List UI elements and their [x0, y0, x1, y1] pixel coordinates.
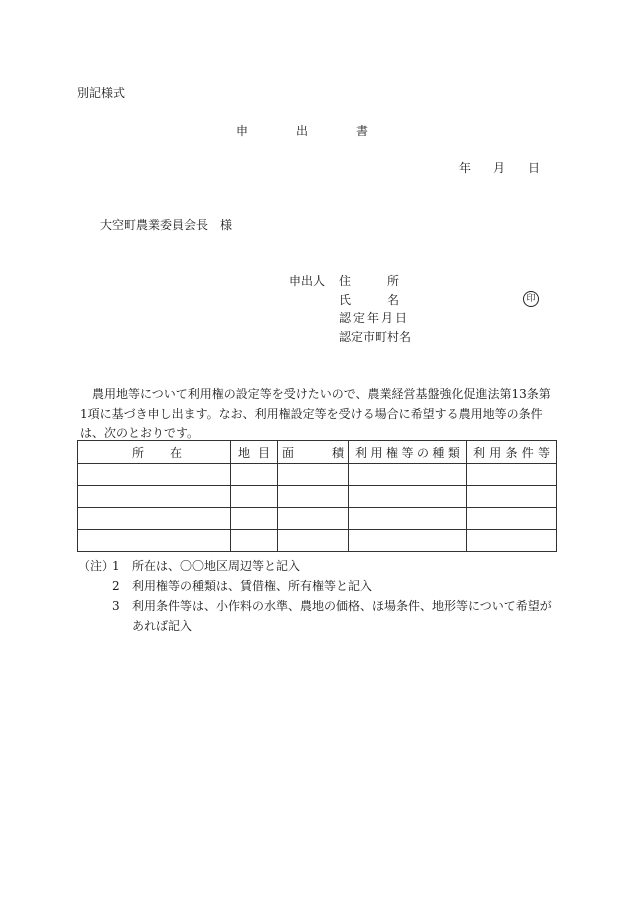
- note-item: [78, 556, 554, 576]
- header-location-char-1: 所: [132, 445, 145, 460]
- notes-section: [78, 556, 554, 636]
- header-right-char-6: 種: [432, 445, 445, 460]
- header-cond-char-4: 件: [521, 445, 534, 460]
- header-right-char-1: 利: [355, 445, 368, 460]
- header-right-type: [349, 441, 467, 464]
- cell-conditions[interactable]: [467, 486, 557, 508]
- header-area: [278, 441, 349, 464]
- applicant-heading: 申出人: [289, 274, 326, 288]
- cell-land-category[interactable]: [231, 464, 278, 486]
- date-year-label: 年: [459, 161, 472, 175]
- header-cond-char-2: 用: [489, 445, 502, 460]
- cell-conditions[interactable]: [467, 530, 557, 552]
- addressee: 大空町農業委員会長 様: [100, 218, 233, 232]
- cell-location[interactable]: [78, 530, 231, 552]
- address-label: 住 所: [339, 274, 400, 288]
- cell-right-type[interactable]: [349, 530, 467, 552]
- header-cond-char-1: 利: [473, 445, 486, 460]
- table-row: [78, 486, 557, 508]
- header-location: [78, 441, 231, 464]
- cell-area[interactable]: [278, 530, 349, 552]
- header-right-char-4: 等: [401, 445, 414, 460]
- certification-city-label: 認定市町村名: [339, 330, 412, 344]
- cell-conditions[interactable]: [467, 508, 557, 530]
- cell-conditions[interactable]: [467, 464, 557, 486]
- seal-mark: 印: [523, 291, 539, 307]
- cell-location[interactable]: [78, 486, 231, 508]
- note-number: 2: [112, 579, 120, 593]
- note-item: [78, 576, 554, 596]
- note-number: 3: [112, 599, 120, 613]
- header-area-char-1: 面: [282, 445, 295, 460]
- note-text: 所在は、〇〇地区周辺等と記入: [132, 559, 301, 573]
- cell-right-type[interactable]: [349, 486, 467, 508]
- table-row: [78, 530, 557, 552]
- cell-land-category[interactable]: [231, 486, 278, 508]
- header-cond-char-5: 等: [537, 445, 550, 460]
- cell-area[interactable]: [278, 464, 349, 486]
- cell-area[interactable]: [278, 486, 349, 508]
- header-area-char-2: 積: [331, 445, 344, 460]
- date-month-label: 月: [493, 161, 506, 175]
- header-land-category: [231, 441, 278, 464]
- cell-land-category[interactable]: [231, 530, 278, 552]
- document-title: 申 出 書: [236, 124, 369, 138]
- note-text: 利用権等の種類は、賃借権、所有権等と記入: [132, 579, 373, 593]
- cell-right-type[interactable]: [349, 508, 467, 530]
- cell-location[interactable]: [78, 464, 231, 486]
- notes-lead-spacer: [78, 576, 112, 596]
- note-text: 利用条件等は、小作料の水準、農地の価格、ほ場条件、地形等について希望があれば記入: [132, 599, 552, 633]
- table-row: [78, 464, 557, 486]
- header-category-char-2: 目: [257, 445, 270, 460]
- header-location-char-2: 在: [169, 445, 182, 460]
- cell-area[interactable]: [278, 508, 349, 530]
- note-number: 1: [112, 559, 120, 573]
- table-header-row: [78, 441, 557, 464]
- form-label: 別記様式: [77, 86, 126, 100]
- body-paragraph: 農用地等について利用権の設定等を受けたいので、農業経営基盤強化促進法第13条第1項に基づき申し出ます。なお、利用権設定等を受ける場合に希望する農用地等の条件は、次のとおりです。: [80, 387, 551, 440]
- notes-lead-spacer: [78, 596, 112, 636]
- header-category-char-1: 地: [238, 445, 251, 460]
- certification-date-label: 認定年月日: [339, 311, 410, 325]
- name-label: 氏 名: [339, 293, 400, 307]
- header-right-char-5: の: [416, 445, 429, 460]
- cell-location[interactable]: [78, 508, 231, 530]
- cell-right-type[interactable]: [349, 464, 467, 486]
- notes-lead: （注）: [78, 559, 115, 573]
- conditions-table: [77, 440, 557, 552]
- header-right-char-7: 類: [447, 445, 460, 460]
- date-day-label: 日: [528, 161, 541, 175]
- header-right-char-2: 用: [370, 445, 383, 460]
- header-right-char-3: 権: [385, 445, 398, 460]
- cell-land-category[interactable]: [231, 508, 278, 530]
- table-row: [78, 508, 557, 530]
- header-cond-char-3: 条: [505, 445, 518, 460]
- header-conditions: [467, 441, 557, 464]
- note-item: [78, 596, 554, 636]
- application-body: [80, 385, 556, 444]
